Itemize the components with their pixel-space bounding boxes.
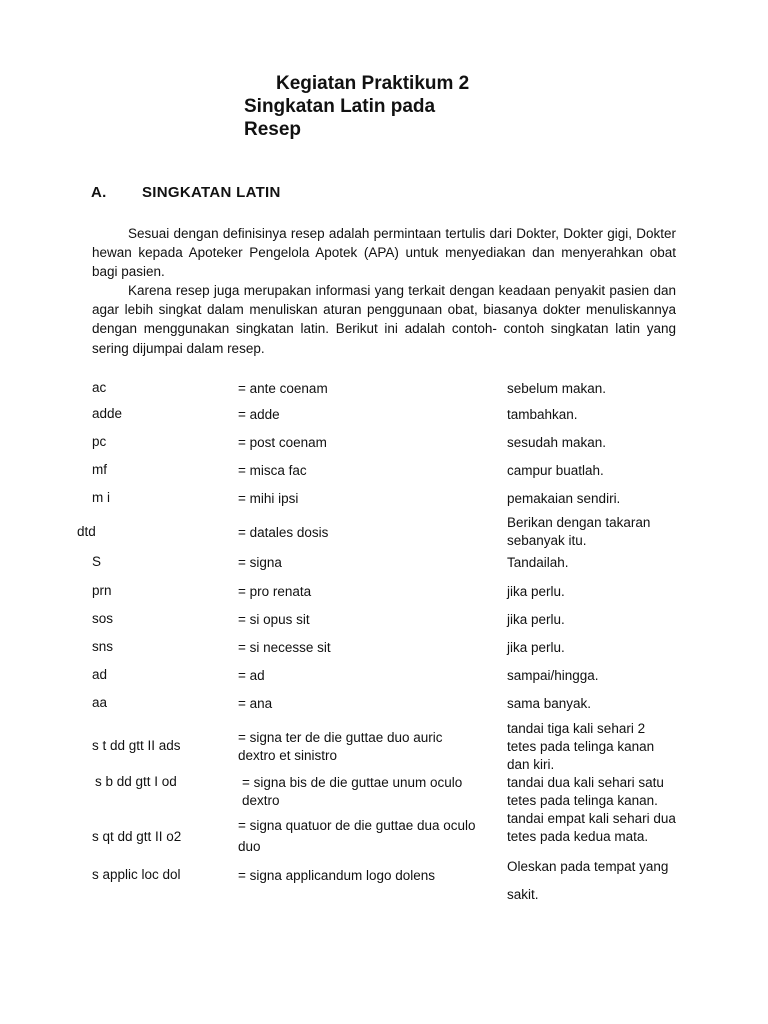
meaning-cell: tambahkan. xyxy=(507,407,578,422)
meaning-cell: Tandailah. xyxy=(507,555,569,570)
latin-cell: = ante coenam xyxy=(238,381,328,396)
paragraph-1-text: Sesuai dengan definisinya resep adalah permintaan tertulis dari Dokter, Dokter gigi, Dokter hewan kepada Apoteker Pengelola Apotek (APA) untuk menyediakan dan menyerahkan obat bagi pasien. xyxy=(92,226,676,280)
abbr-cell: mf xyxy=(92,462,107,477)
title-line-1: Kegiatan Praktikum 2 xyxy=(276,73,470,94)
latin-cell: = ad xyxy=(238,668,265,683)
meaning-cell: sesudah makan. xyxy=(507,435,607,450)
meaning-cell: Oleskan pada tempat yang sakit. xyxy=(507,859,669,902)
latin-cell: = signa ter de die guttae duo auric dextro et sinistro xyxy=(238,730,443,763)
meaning-cell: sama banyak. xyxy=(507,696,592,711)
meaning-cell: sebelum makan. xyxy=(507,381,607,396)
latin-cell: = pro renata xyxy=(238,584,312,599)
latin-cell: = adde xyxy=(238,407,280,422)
latin-cell: = signa quatuor de die guttae dua oculo duo xyxy=(238,818,476,854)
latin-cell: = ana xyxy=(238,696,273,711)
latin-cell: = si opus sit xyxy=(238,612,310,627)
meaning-cell: tandai tiga kali sehari 2 tetes pada telinga kanan dan kiri. xyxy=(507,721,655,772)
abbr-cell: dtd xyxy=(77,524,96,539)
paragraph-2-text: Karena resep juga merupakan informasi yang terkait dengan keadaan penyakit pasien dan agar lebih singkat dalam menuliskan aturan penggunaan obat, biasanya dokter menuliskannya dengan menggunakan singkatan latin. Berikut ini adalah contoh- contoh singkatan latin yang sering dijumpai dalam resep. xyxy=(92,283,676,356)
latin-cell: = signa xyxy=(238,555,282,570)
latin-cell: = post coenam xyxy=(238,435,327,450)
abbr-cell: sns xyxy=(92,639,114,654)
latin-cell: = signa bis de die guttae unum oculo dextro xyxy=(242,775,463,808)
abbr-cell: ac xyxy=(92,380,107,395)
abbr-cell: s b dd gtt I od xyxy=(95,774,177,789)
abbr-cell: pc xyxy=(92,434,107,449)
meaning-cell: tandai dua kali sehari satu tetes pada telinga kanan. xyxy=(507,775,664,808)
abbr-cell: s t dd gtt II ads xyxy=(92,738,181,753)
abbr-cell: sos xyxy=(92,611,114,626)
title-line-3: Resep xyxy=(244,119,302,140)
latin-cell: = mihi ipsi xyxy=(238,491,299,506)
abbr-cell: s applic loc dol xyxy=(92,867,181,882)
title-line-2: Singkatan Latin pada xyxy=(244,96,436,117)
latin-cell: = datales dosis xyxy=(238,525,329,540)
section-title: SINGKATAN LATIN xyxy=(142,184,281,201)
meaning-cell: tandai empat kali sehari dua tetes pada kedua mata. xyxy=(507,811,676,844)
abbr-cell: m i xyxy=(92,490,110,505)
abbr-cell: prn xyxy=(92,583,112,598)
abbr-cell: S xyxy=(92,554,102,569)
latin-cell: = misca fac xyxy=(238,463,307,478)
abbr-cell: s qt dd gtt II o2 xyxy=(92,829,182,844)
section-number: A. xyxy=(91,184,107,201)
meaning-cell: jika perlu. xyxy=(507,640,565,655)
abbr-cell: ad xyxy=(92,667,108,682)
abbr-cell: adde xyxy=(92,406,123,421)
meaning-cell: jika perlu. xyxy=(507,584,565,599)
abbr-cell: aa xyxy=(92,695,108,710)
meaning-cell: pemakaian sendiri. xyxy=(507,491,621,506)
meaning-cell: campur buatlah. xyxy=(507,463,604,478)
meaning-cell: Berikan dengan takaran sebanyak itu. xyxy=(507,515,651,548)
latin-cell: = si necesse sit xyxy=(238,640,331,655)
latin-cell: = signa applicandum logo dolens xyxy=(238,868,436,883)
meaning-cell: jika perlu. xyxy=(507,612,565,627)
meaning-cell: sampai/hingga. xyxy=(507,668,599,683)
